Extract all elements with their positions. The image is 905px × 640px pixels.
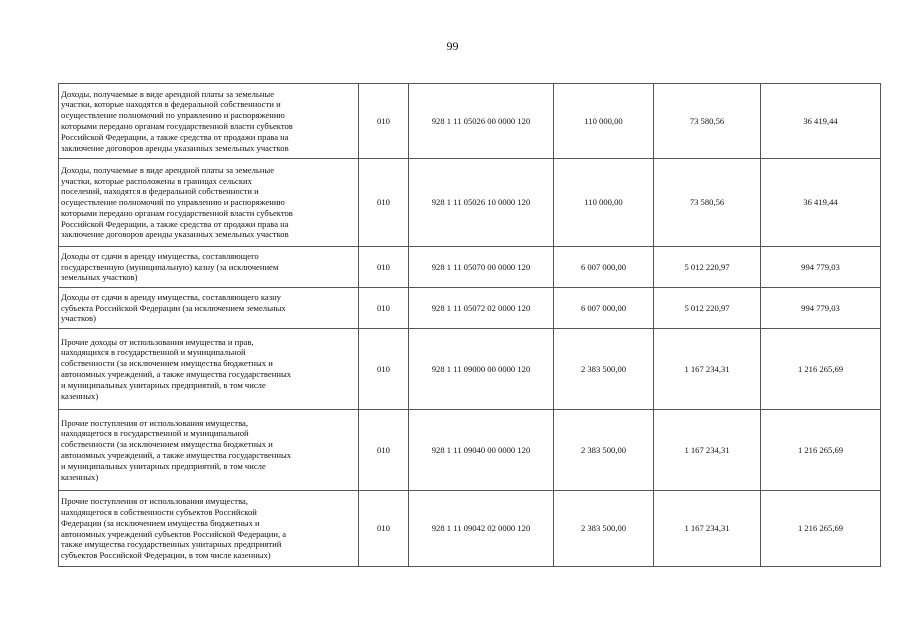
budget-code-cell: 928 1 11 05026 10 0000 120 (409, 159, 554, 247)
approved-amount-cell: 110 000,00 (554, 159, 654, 247)
executed-amount-cell: 1 167 234,31 (654, 491, 761, 567)
table-row (59, 247, 881, 288)
line-code-cell: 010 (359, 491, 409, 567)
unexecuted-amount-cell: 1 216 265,69 (761, 410, 881, 491)
approved-amount-cell: 110 000,00 (554, 84, 654, 159)
executed-amount-cell: 1 167 234,31 (654, 410, 761, 491)
approved-amount-cell: 6 007 000,00 (554, 288, 654, 329)
unexecuted-amount-cell: 994 779,03 (761, 288, 881, 329)
unexecuted-amount-cell: 36 419,44 (761, 159, 881, 247)
line-code-cell: 010 (359, 84, 409, 159)
executed-amount-cell: 73 580,56 (654, 84, 761, 159)
executed-amount-cell: 5 012 220,97 (654, 247, 761, 288)
budget-code-cell: 928 1 11 09042 02 0000 120 (409, 491, 554, 567)
unexecuted-amount-cell: 1 216 265,69 (761, 491, 881, 567)
revenue-name-cell: Доходы, получаемые в виде арендной платы за земельные участки, которые находятся в федеральной собственности и осуществление полномочий по управлению и распоряжению которыми передано органам государственной власти субъектов Российской Федерации, а также средства от продажи права на заключение договоров аренды указанных земельных участков (59, 84, 359, 159)
unexecuted-amount-cell: 36 419,44 (761, 84, 881, 159)
revenue-name-cell: Прочие доходы от использования имущества и прав, находящихся в государственной и муниципальной собственности (за исключением имущества бюджетных и автономных учреждений, а также имущества государственных и муниципальных унитарных предприятий, в том числе казенных) (59, 329, 359, 410)
approved-amount-cell: 2 383 500,00 (554, 329, 654, 410)
budget-code-cell: 928 1 11 09000 00 0000 120 (409, 329, 554, 410)
table-row (59, 410, 881, 491)
executed-amount-cell: 73 580,56 (654, 159, 761, 247)
revenue-name-cell: Доходы от сдачи в аренду имущества, составляющего государственную (муниципальную) казну (за исключением земельных участков) (59, 247, 359, 288)
table-row (59, 288, 881, 329)
table-row (59, 84, 881, 159)
line-code-cell: 010 (359, 288, 409, 329)
executed-amount-cell: 1 167 234,31 (654, 329, 761, 410)
budget-code-cell: 928 1 11 05072 02 0000 120 (409, 288, 554, 329)
line-code-cell: 010 (359, 329, 409, 410)
budget-code-cell: 928 1 11 09040 00 0000 120 (409, 410, 554, 491)
table-row (59, 329, 881, 410)
table-row (59, 491, 881, 567)
line-code-cell: 010 (359, 159, 409, 247)
revenue-name-cell: Доходы от сдачи в аренду имущества, составляющего казну субъекта Российской Федерации (за исключением земельных участков) (59, 288, 359, 329)
approved-amount-cell: 2 383 500,00 (554, 410, 654, 491)
unexecuted-amount-cell: 994 779,03 (761, 247, 881, 288)
page-number: 99 (446, 39, 459, 53)
line-code-cell: 010 (359, 410, 409, 491)
revenue-name-cell: Прочие поступления от использования имущества, находящегося в государственной и муниципальной собственности (за исключением имущества бюджетных и автономных учреждений, а также имущества государственных и муниципальных унитарных предприятий, в том числе казенных) (59, 410, 359, 491)
revenue-name-cell: Прочие поступления от использования имущества, находящегося в собственности субъектов Российской Федерации (за исключением имущества бюджетных и автономных учреждений субъектов Российской Федерации, а также имущества государственных унитарных предприятий субъектов Российской Федерации, в том числе казенных) (59, 491, 359, 567)
approved-amount-cell: 2 383 500,00 (554, 491, 654, 567)
revenue-table (58, 83, 881, 567)
unexecuted-amount-cell: 1 216 265,69 (761, 329, 881, 410)
table-row (59, 159, 881, 247)
revenue-name-cell: Доходы, получаемые в виде арендной платы за земельные участки, которые расположены в границах сельских поселений, находятся в федеральной собственности и осуществление полномочий по управлению и распоряжению которыми передано органам государственной власти субъектов Российской Федерации, а также средства от продажи права на заключение договоров аренды указанных земельных участков (59, 159, 359, 247)
budget-code-cell: 928 1 11 05070 00 0000 120 (409, 247, 554, 288)
budget-code-cell: 928 1 11 05026 00 0000 120 (409, 84, 554, 159)
executed-amount-cell: 5 012 220,97 (654, 288, 761, 329)
line-code-cell: 010 (359, 247, 409, 288)
approved-amount-cell: 6 007 000,00 (554, 247, 654, 288)
